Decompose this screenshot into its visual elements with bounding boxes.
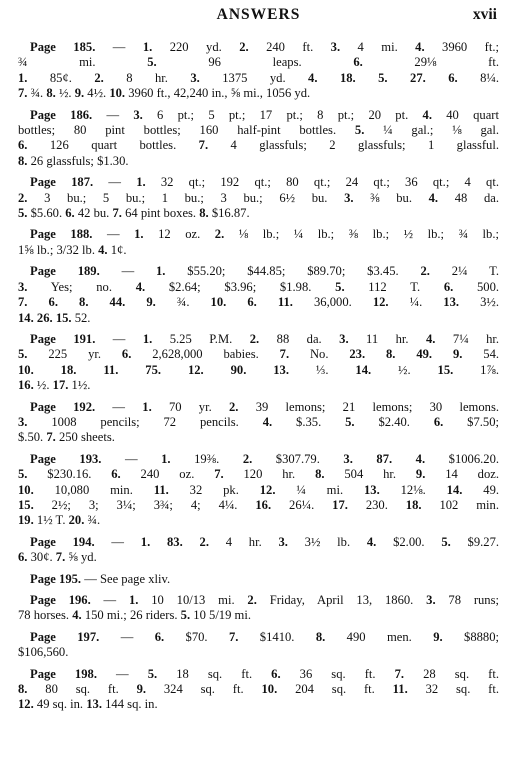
answer-line: 7. 6. 8. 44. 9. ¾. 10. 6. 11. 36,000. 12. ¼. 13. 3½. bbox=[18, 295, 499, 310]
answer-line: 5. 225 yr. 6. 2,628,000 babies. 7. No. 23. 8. 49. 9. 54. bbox=[18, 347, 500, 362]
answer-line: Page 193. — 1. 19⅜. 2. $307.79. 3. 87. 4. $1006.20. bbox=[30, 451, 500, 466]
answer-line: bottles; 80 pint bottles; 160 half-pint bottles. 5. ¼ gal.; ⅛ gal. bbox=[18, 123, 499, 138]
answer-line: 3. Yes; no. 4. $2.64; $3.96; $1.98. 5. 112 T. 6. 500. bbox=[18, 279, 500, 294]
answer-line: 5. $5.60. 6. 42 bu. 7. 64 pint boxes. 8. $16.87. bbox=[18, 206, 250, 221]
answer-block bbox=[18, 227, 499, 258]
answer-line: Page 198. — 5. 18 sq. ft. 6. 36 sq. ft. 7. 28 sq. ft. bbox=[30, 666, 499, 681]
answer-block bbox=[18, 108, 499, 170]
answer-block bbox=[18, 667, 499, 713]
answer-line: 14. 26. 15. 52. bbox=[18, 310, 91, 325]
answer-line: 12. 49 sq. in. 13. 144 sq. in. bbox=[18, 697, 158, 712]
answer-block bbox=[18, 593, 499, 624]
answer-block bbox=[18, 452, 499, 529]
answer-line: 10. 18. 11. 75. 12. 90. 13. ⅓. 14. ½. 15. 1⅞. bbox=[18, 362, 500, 377]
answer-line: 16. ½. 17. 1½. bbox=[18, 378, 91, 393]
answer-block bbox=[18, 630, 499, 661]
answer-block bbox=[18, 175, 499, 221]
answer-line: 1⅝ lb.; 3/32 lb. 4. 1¢. bbox=[18, 242, 127, 257]
answer-entries bbox=[18, 40, 499, 713]
answer-line: 7. ¾. 8. ½. 9. 4½. 10. 3960 ft., 42,240 in., ⅝ mi., 1056 yd. bbox=[18, 86, 311, 101]
answer-line: 19. 1½ T. 20. ¾. bbox=[18, 513, 101, 528]
answer-line: Page 192. — 1. 70 yr. 2. 39 lemons; 21 lemons; 30 lemons. bbox=[30, 399, 499, 414]
answer-block bbox=[18, 400, 499, 446]
answer-line: ¾ mi. 5. 96 leaps. 6. 29⅛ ft. bbox=[18, 55, 499, 70]
answer-line: 2. 3 bu.; 5 bu.; 1 bu.; 3 bu.; 6½ bu. 3. ⅜ bu. 4. 48 da. bbox=[18, 190, 499, 205]
answer-line: Page 194. — 1. 83. 2. 4 hr. 3. 3½ lb. 4. $2.00. 5. $9.27. bbox=[30, 534, 500, 549]
answer-line: 15. 2½; 3; 3¼; 3¾; 4; 4¼. 16. 26¼. 17. 230. 18. 102 min. bbox=[18, 497, 499, 512]
answer-line: Page 186. — 3. 6 pt.; 5 pt.; 17 pt.; 8 pt.; 20 pt. 4. 40 quart bbox=[30, 107, 499, 122]
answer-block bbox=[18, 332, 499, 394]
page-number: xvii bbox=[472, 6, 497, 23]
answer-line: 10. 10,080 min. 11. 32 pk. 12. ¼ mi. 13. 12⅛. 14. 49. bbox=[18, 482, 500, 497]
answer-line: 6. 126 quart bottles. 7. 4 glassfuls; 2 glassfuls; 1 glassful. bbox=[18, 138, 499, 153]
answer-line: Page 196. — 1. 10 10/13 mi. 2. Friday, April 13, 1860. 3. 78 runs; bbox=[30, 593, 500, 607]
answer-line: $.50. 7. 250 sheets. bbox=[18, 430, 115, 445]
answer-line: Page 197. — 6. $70. 7. $1410. 8. 490 men. 9. $8880; bbox=[30, 629, 500, 644]
answer-line: $106,560. bbox=[18, 645, 69, 660]
answer-line: 78 horses. 4. 150 mi.; 26 riders. 5. 10 5/19 mi. bbox=[18, 608, 251, 623]
answer-line: 8. 26 glassfuls; $1.30. bbox=[18, 153, 129, 168]
answer-line: Page 188. — 1. 12 oz. 2. ⅛ lb.; ¼ lb.; ⅜ lb.; ½ lb.; ¾ lb.; bbox=[30, 227, 499, 242]
answer-block bbox=[18, 535, 499, 566]
answer-line: 5. $230.16. 6. 240 oz. 7. 120 hr. 8. 504 hr. 9. 14 doz. bbox=[18, 467, 500, 482]
answer-block bbox=[18, 264, 499, 326]
answer-line: Page 195. — See page xliv. bbox=[30, 571, 171, 586]
answer-line: Page 189. — 1. $55.20; $44.85; $89.70; $3.45. 2. 2¼ T. bbox=[30, 264, 499, 279]
answer-line: Page 187. — 1. 32 qt.; 192 qt.; 80 qt.; 24 qt.; 36 qt.; 4 qt. bbox=[30, 175, 499, 190]
answer-block bbox=[18, 40, 499, 102]
answer-line: 8. 80 sq. ft. 9. 324 sq. ft. 10. 204 sq. ft. 11. 32 sq. ft. bbox=[18, 682, 500, 697]
answer-line: Page 191. — 1. 5.25 P.M. 2. 88 da. 3. 11 hr. 4. 7¼ hr. bbox=[30, 331, 500, 346]
answer-line: 6. 30¢. 7. ⅝ yd. bbox=[18, 550, 97, 565]
answer-line: 1. 85¢. 2. 8 hr. 3. 1375 yd. 4. 18. 5. 27. 6. 8¼. bbox=[18, 70, 499, 85]
answer-line: Page 185. — 1. 220 yd. 2. 240 ft. 3. 4 mi. 4. 3960 ft.; bbox=[30, 40, 499, 54]
page-header bbox=[18, 6, 499, 28]
answer-block bbox=[18, 572, 499, 587]
answer-line: 3. 1008 pencils; 72 pencils. 4. $.35. 5. $2.40. 6. $7.50; bbox=[18, 414, 500, 429]
page-title: ANSWERS bbox=[216, 6, 301, 23]
